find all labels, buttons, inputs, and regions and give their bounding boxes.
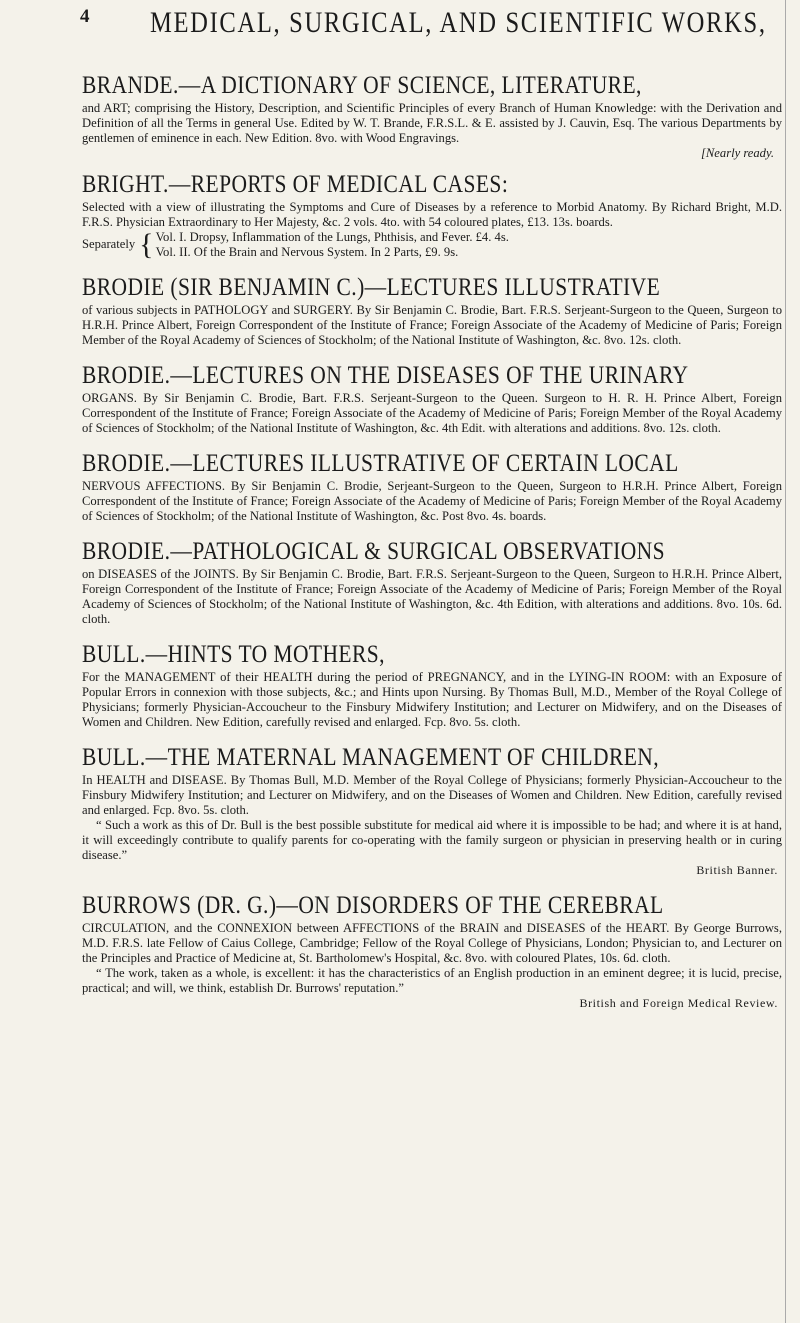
- entry-title: BRIGHT.—REPORTS OF MEDICAL CASES:: [82, 171, 509, 198]
- catalogue-entry: [82, 450, 782, 524]
- catalogue-entry: [82, 892, 782, 1011]
- entry-title: BRODIE.—PATHOLOGICAL & SURGICAL OBSERVATIONS: [82, 538, 666, 565]
- quote-source: British Banner.: [696, 863, 778, 877]
- page-number: 4: [80, 6, 90, 27]
- volume-label: Separately: [82, 237, 136, 251]
- entry-title: BURROWS (DR. G.)—ON DISORDERS OF THE CEREBRAL: [82, 892, 664, 919]
- entry-description: For the MANAGEMENT of their HEALTH during the period of PREGNANCY, and in the LYING-IN ROOM: with an Exposure of Popular Errors in connexion with those subjects, &c.; and Hints upon Nursing. By Thomas Bull, M.D., Member of the Royal College of Physicians; formerly Physician-Accoucheur to the Finsbury Midwifery Institution; and Lecturer on Midwifery, and on the Diseases of Women and Children. New Edition, carefully revised and enlarged. Fcp. 8vo. 5s. cloth.: [82, 670, 782, 729]
- page-header-title: MEDICAL, SURGICAL, AND SCIENTIFIC WORKS,: [150, 6, 767, 39]
- entry-description: Selected with a view of illustrating the Symptoms and Cure of Diseases by a reference to Morbid Anatomy. By Richard Bright, M.D. F.R.S. Physician Extraordinary to Her Majesty, &c. 2 vols. 4to. with 54 coloured plates, £13. 13s. boards.: [82, 200, 782, 229]
- catalogue-entry: [82, 274, 782, 348]
- catalogue-column: [82, 72, 782, 1025]
- catalogue-entry: [82, 744, 782, 878]
- entry-description: NERVOUS AFFECTIONS. By Sir Benjamin C. Brodie, Serjeant-Surgeon to the Queen, Surgeon to H.R.H. Prince Albert, Foreign Correspondent of the Institute of France; Foreign Associate of the Academy of Medicine of Paris; Foreign Member of the Royal Academy of Sciences of Stockholm; of the National Institute of Washington, &c. Post 8vo. 4s. boards.: [82, 479, 782, 523]
- review-quote: “ Such a work as this of Dr. Bull is the best possible substitute for medical aid where it is impossible to be had; and where it is at hand, it will exceedingly contribute to qualify parents for co-operating with the family surgeon or physician in preserving health or in curing disease.”: [82, 818, 782, 862]
- entry-title: BRODIE (SIR BENJAMIN C.)—LECTURES ILLUSTRATIVE: [82, 274, 661, 301]
- catalogue-entry: [82, 171, 782, 260]
- entry-title: BRODIE.—LECTURES ON THE DISEASES OF THE URINARY: [82, 362, 689, 389]
- brace-glyph: {: [139, 228, 154, 261]
- entry-title: BRODIE.—LECTURES ILLUSTRATIVE OF CERTAIN LOCAL: [82, 450, 679, 477]
- volume-list: [82, 230, 782, 260]
- volume-item: Vol. I. Dropsy, Inflammation of the Lungs, Phthisis, and Fever. £4. 4s.: [155, 230, 509, 244]
- catalogue-entry: [82, 538, 782, 627]
- entry-description: In HEALTH and DISEASE. By Thomas Bull, M.D. Member of the Royal College of Physicians; formerly Physician-Accoucheur to the Finsbury Midwifery Institution; and Lecturer on Midwifery, and on the Diseases of Women and Children. New Edition, carefully revised and enlarged. Fcp. 8vo. 5s. cloth.: [82, 773, 782, 817]
- entry-description: CIRCULATION, and the CONNEXION between AFFECTIONS of the BRAIN and DISEASES of the HEART. By George Burrows, M.D. F.R.S. late Fellow of Caius College, Cambridge; Fellow of the Royal College of Physicians, London; Physician to, and Lecturer on the Principles and Practice of Medicine at, St. Bartholomew's Hospital, &c. 8vo. with coloured Plates, 10s. 6d. cloth.: [82, 921, 782, 965]
- entry-description: on DISEASES of the JOINTS. By Sir Benjamin C. Brodie, Bart. F.R.S. Serjeant-Surgeon to the Queen, Surgeon to H.R.H. Prince Albert, Foreign Correspondent of the Institute of France; Foreign Associate of the Academy of Medicine of Paris; Foreign Member of the Royal Academy of Sciences of Stockholm; of the National Institute of Washington, &c. 4th Edition, with alterations and additions. 8vo. 10s. 6d. cloth.: [82, 567, 782, 626]
- catalogue-entry: [82, 362, 782, 436]
- volume-item: Vol. II. Of the Brain and Nervous System. In 2 Parts, £9. 9s.: [155, 245, 459, 259]
- entry-description: ORGANS. By Sir Benjamin C. Brodie, Bart. F.R.S. Serjeant-Surgeon to the Queen. Surgeon to H. R. H. Prince Albert, Foreign Correspondent of the Institute of France; Foreign Associate of the Academy of Medicine of Paris; Foreign Member of the Royal Academy of Sciences of Stockholm; of the National Institute of Washington, &c. 4th Edit. with alterations and additions. 8vo. 12s. cloth.: [82, 391, 782, 435]
- entry-description: and ART; comprising the History, Description, and Scientific Principles of every Branch of Human Knowledge: with the Derivation and Definition of all the Terms in general Use. Edited by W. T. Brande, F.R.S.L. & E. assisted by J. Cauvin, Esq. The various Departments by gentlemen of eminence in each. New Edition. 8vo. with Wood Engravings.: [82, 101, 782, 145]
- entry-title: BRANDE.—A DICTIONARY OF SCIENCE, LITERATURE,: [82, 72, 642, 99]
- quote-source: British and Foreign Medical Review.: [579, 996, 778, 1010]
- entry-description: of various subjects in PATHOLOGY and SURGERY. By Sir Benjamin C. Brodie, Bart. F.R.S. Serjeant-Surgeon to the Queen, Surgeon to H.R.H. Prince Albert, Foreign Correspondent of the Institute of France; Foreign Associate of the Academy of Medicine of Paris; Foreign Member of the Royal Academy of Sciences of Stockholm; of the National Institute of Washington, &c. 8vo. 12s. cloth.: [82, 303, 782, 347]
- entry-title: BULL.—HINTS TO MOTHERS,: [82, 641, 385, 668]
- catalogue-entry: [82, 641, 782, 730]
- review-quote: “ The work, taken as a whole, is excellent: it has the characteristics of an English production in an eminent degree; it is lucid, precise, practical; and will, we think, establish Dr. Burrows' reputation.”: [82, 966, 782, 995]
- catalogue-entry: [82, 72, 782, 161]
- entry-title: BULL.—THE MATERNAL MANAGEMENT OF CHILDREN,: [82, 744, 660, 771]
- entry-status: [Nearly ready.: [701, 146, 774, 160]
